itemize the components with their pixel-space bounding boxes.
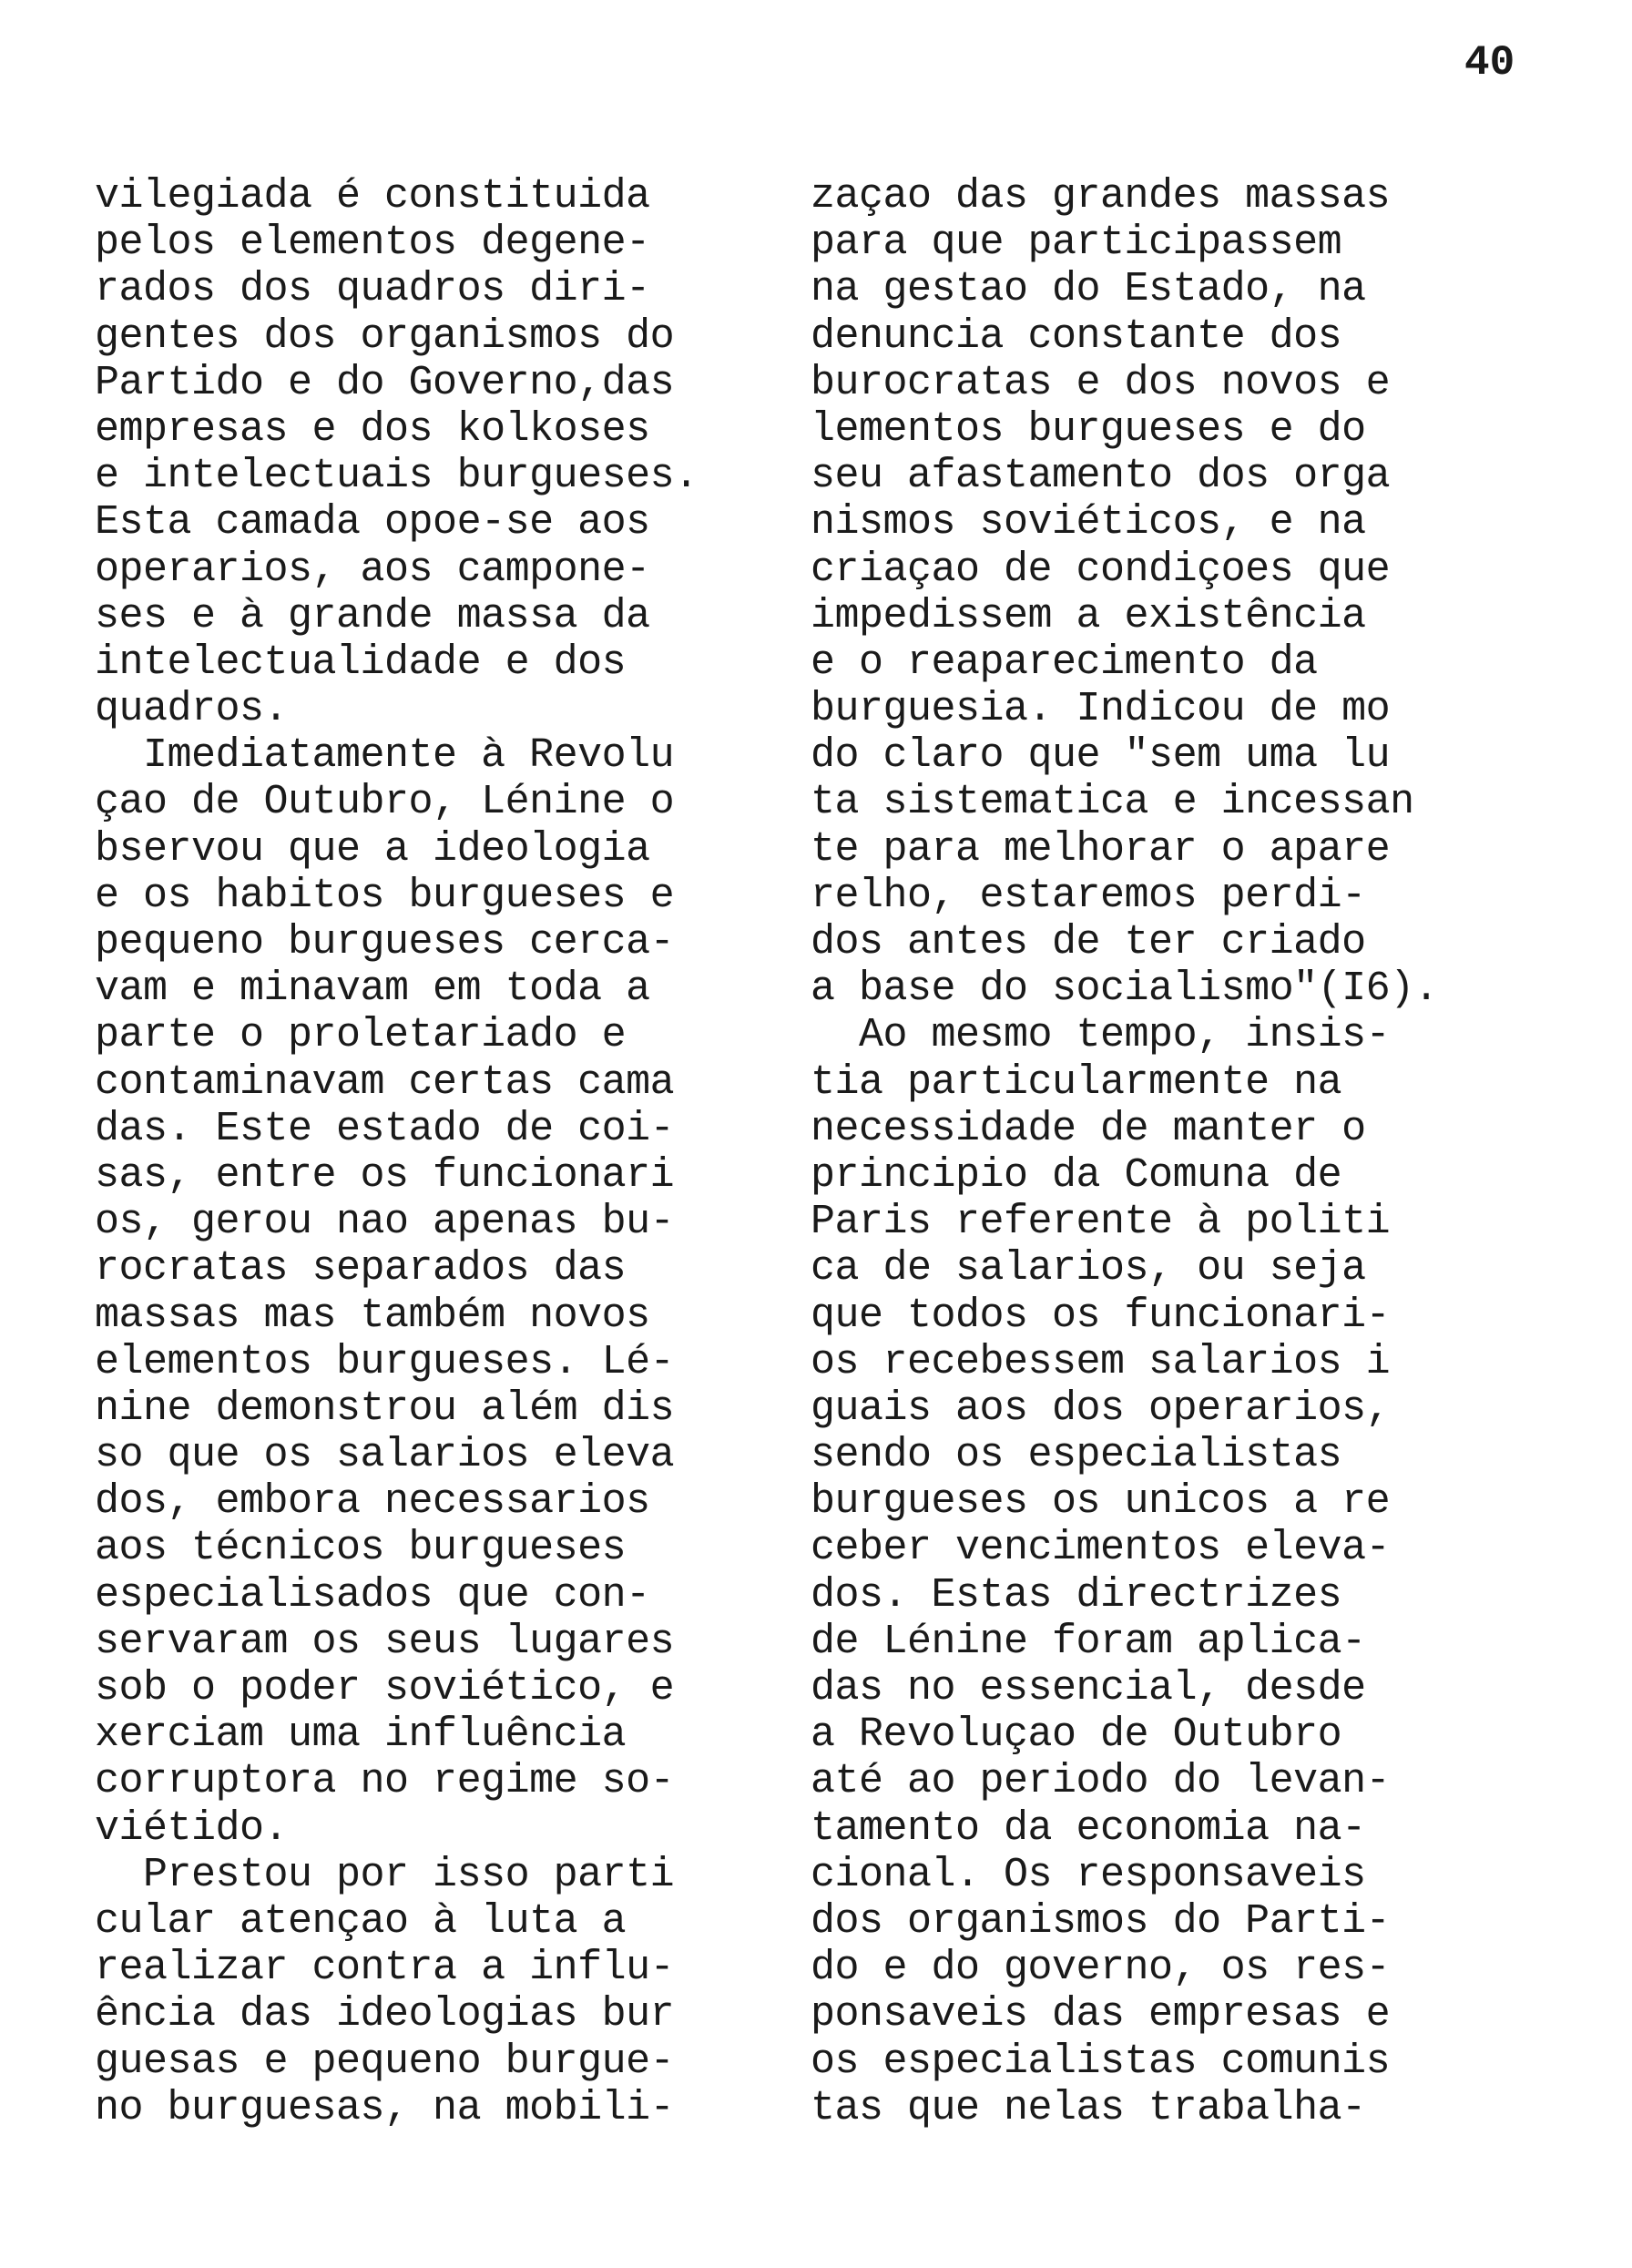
text-line: dos, embora necessarios <box>95 1478 650 1526</box>
text-line: e o reaparecimento da <box>811 639 1318 686</box>
text-line: cional. Os responsaveis <box>811 1851 1366 1898</box>
text-line: viétido. <box>95 1804 289 1852</box>
text-line: tia particularmente na <box>811 1058 1342 1106</box>
text-line: corruptora no regime so- <box>95 1758 675 1805</box>
text-line: no burguesas, na mobili- <box>95 2084 675 2131</box>
text-line: so que os salarios eleva <box>95 1432 675 1479</box>
text-line: de Lénine foram aplica- <box>811 1618 1366 1665</box>
text-line: burgueses os unicos a re <box>811 1478 1391 1526</box>
text-line: intelectualidade e dos <box>95 639 627 686</box>
text-line: e intelectuais burgueses. <box>95 453 699 500</box>
text-line: seu afastamento dos orga <box>811 453 1391 500</box>
text-line: das no essencial, desde <box>811 1665 1366 1711</box>
text-line: Ao mesmo tempo, insis- <box>811 1012 1391 1059</box>
text-line: operarios, aos campone- <box>95 546 650 593</box>
text-line: dos antes de ter criado <box>811 919 1366 965</box>
text-line: denuncia constante dos <box>811 312 1342 360</box>
text-line: ência das ideologias bur <box>95 1991 675 2038</box>
text-line: Prestou por isso parti <box>95 1851 675 1898</box>
text-line: até ao periodo do levan- <box>811 1758 1391 1805</box>
text-line: vam e minavam em toda a <box>95 965 650 1013</box>
text-line: para que participassem <box>811 220 1342 267</box>
text-line: ceber vencimentos eleva- <box>811 1525 1391 1572</box>
text-line: tamento da economia na- <box>811 1804 1366 1852</box>
page-number: 40 <box>1464 39 1515 87</box>
text-line: na gestao do Estado, na <box>811 266 1366 313</box>
text-line: principio da Comuna de <box>811 1151 1342 1199</box>
text-line: das. Este estado de coi- <box>95 1105 675 1152</box>
text-line: e os habitos burgueses e <box>95 872 675 919</box>
left-text-column <box>95 173 787 2131</box>
text-line: rados dos quadros diri- <box>95 266 650 313</box>
text-line: nine demonstrou além dis <box>95 1384 675 1432</box>
text-line: os recebessem salarios i <box>811 1338 1391 1385</box>
text-line: burguesia. Indicou de mo <box>811 686 1391 733</box>
text-line: os, gerou nao apenas bu- <box>95 1199 675 1246</box>
text-line: aos técnicos burgueses <box>95 1525 627 1572</box>
text-line: dos organismos do Parti- <box>811 1897 1391 1945</box>
text-line: pelos elementos degene- <box>95 220 650 267</box>
text-line: que todos os funcionari- <box>811 1292 1391 1339</box>
text-line: Esta camada opoe-se aos <box>95 499 650 547</box>
text-line: realizar contra a influ- <box>95 1945 675 1992</box>
text-line: ponsaveis das empresas e <box>811 1991 1391 2038</box>
text-line: gentes dos organismos do <box>95 312 675 360</box>
text-line: sob o poder soviético, e <box>95 1665 675 1711</box>
text-line: ca de salarios, ou seja <box>811 1245 1366 1292</box>
text-line: empresas e dos kolkoses <box>95 405 650 453</box>
text-line: ta sistematica e incessan <box>811 779 1414 826</box>
text-line: lementos burgueses e do <box>811 405 1366 453</box>
text-line: ses e à grande massa da <box>95 592 650 639</box>
text-line: do e do governo, os res- <box>811 1945 1391 1992</box>
text-line: sendo os especialistas <box>811 1432 1342 1479</box>
text-line: cular atençao à luta a <box>95 1897 627 1945</box>
text-line: necessidade de manter o <box>811 1105 1366 1152</box>
right-text-column <box>811 173 1503 2131</box>
text-line: xerciam uma influência <box>95 1711 627 1759</box>
text-line: criaçao de condiçoes que <box>811 546 1391 593</box>
text-line: contaminavam certas cama <box>95 1058 675 1106</box>
text-line: a base do socialismo"(I6). <box>811 965 1439 1013</box>
text-line: parte o proletariado e <box>95 1012 627 1059</box>
text-line: zaçao das grandes massas <box>811 173 1391 220</box>
text-line: relho, estaremos perdi- <box>811 872 1366 919</box>
text-line: os especialistas comunis <box>811 2038 1391 2085</box>
text-line: te para melhorar o apare <box>811 825 1391 873</box>
text-line: sas, entre os funcionari <box>95 1151 675 1199</box>
text-line: especialisados que con- <box>95 1571 650 1619</box>
text-line: elementos burgueses. Lé- <box>95 1338 675 1385</box>
text-line: guesas e pequeno burgue- <box>95 2038 675 2085</box>
text-line: tas que nelas trabalha- <box>811 2084 1366 2131</box>
text-line: vilegiada é constituida <box>95 173 650 220</box>
text-line: massas mas também novos <box>95 1292 650 1339</box>
text-line: rocratas separados das <box>95 1245 627 1292</box>
text-line: burocratas e dos novos e <box>811 359 1391 406</box>
text-line: bservou que a ideologia <box>95 825 650 873</box>
text-line: nismos soviéticos, e na <box>811 499 1366 547</box>
text-line: Partido e do Governo,das <box>95 359 675 406</box>
text-line: servaram os seus lugares <box>95 1618 675 1665</box>
text-line: guais aos dos operarios, <box>811 1384 1391 1432</box>
text-line: a Revoluçao de Outubro <box>811 1711 1342 1759</box>
text-line: quadros. <box>95 686 289 733</box>
text-line: dos. Estas directrizes <box>811 1571 1342 1619</box>
text-line: Imediatamente à Revolu <box>95 732 675 780</box>
text-line: do claro que "sem uma lu <box>811 732 1391 780</box>
text-line: Paris referente à politi <box>811 1199 1391 1246</box>
text-line: impedissem a existência <box>811 592 1366 639</box>
text-line: çao de Outubro, Lénine o <box>95 779 675 826</box>
text-line: pequeno burgueses cerca- <box>95 919 675 965</box>
